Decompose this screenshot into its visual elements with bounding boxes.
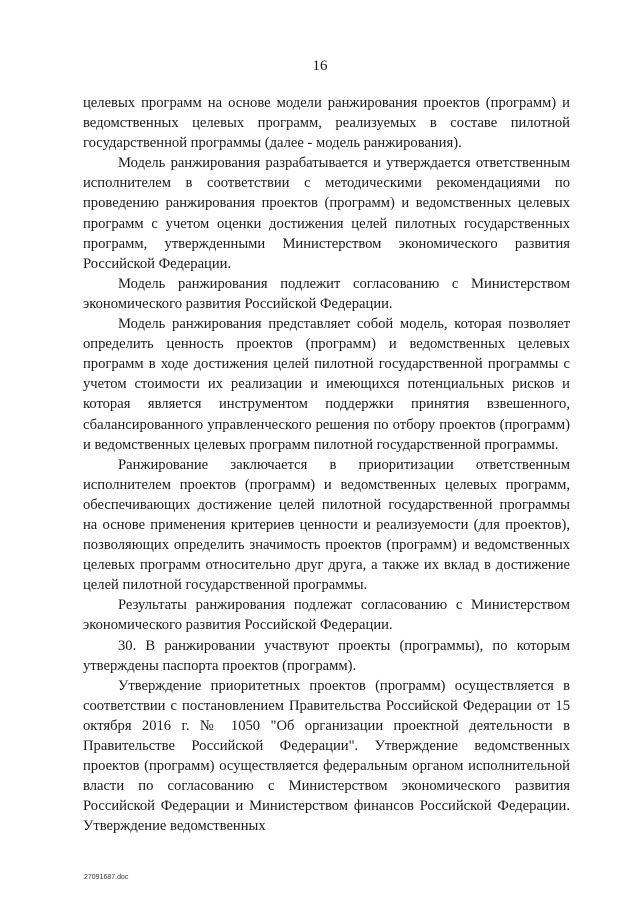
paragraph: целевых программ на основе модели ранжирования проектов (программ) и ведомственных целевых программ, реализуемых в составе пилотной государственной программы (далее - модель ранжирования). [83, 95, 570, 152]
paragraph: Модель ранжирования подлежит согласованию с Министерством экономического развития Российской Федерации. [83, 275, 570, 312]
document-file-id: 27091687.doc [84, 874, 129, 881]
paragraph: Модель ранжирования разрабатывается и утверждается ответственным исполнителем в соответствии с методическими рекомендациями по проведению ранжирования проектов (программ) и ведомственных целевых программ с учетом оценки достижения целей пилотных государственных программ, утвержденными Министерством экономического развития Российской Федерации. [83, 155, 570, 272]
paragraph: Результаты ранжирования подлежат согласованию с Министерством экономического развития Российской Федерации. [83, 597, 570, 634]
document-body [83, 93, 570, 836]
paragraph: Ранжирование заключается в приоритизации ответственным исполнителем проектов (программ) и ведомственных целевых программ, обеспечивающих достижение целей пилотной государственной программы на основе применения критериев ценности и реализуемости (для проектов), позволяющих определить значимость проектов (программ) и ведомственных целевых программ относительно друг друга, а также их вклад в достижение целей пилотной государственной программы. [83, 456, 570, 594]
paragraph: Утверждение приоритетных проектов (программ) осуществляется в соответствии с постановлением Правительства Российской Федерации от 15 октября 2016 г. № 1050 "Об организации проектной деятельности в Правительстве Российской Федерации". Утверждение ведомственных проектов (программ) осуществляется федеральным органом исполнительной власти по согласованию с Министерством экономического развития Российской Федерации и Министерством финансов Российской Федерации. Утверждение ведомственных [83, 677, 570, 835]
page-number: 16 [312, 58, 328, 74]
paragraph: 30. В ранжировании участвуют проекты (программы), по которым утверждены паспорта проектов (программ). [83, 637, 570, 674]
paragraph: Модель ранжирования представляет собой модель, которая позволяет определить ценность проектов (программ) и ведомственных целевых программ в ходе достижения целей пилотной государственной программы с учетом стоимости их реализации и имеющихся потенциальных рисков и которая является инструментом поддержки принятия взвешенного, сбалансированного управленческого решения по отбору проектов (программ) и ведомственных целевых программ пилотной государственной программы. [83, 316, 570, 453]
